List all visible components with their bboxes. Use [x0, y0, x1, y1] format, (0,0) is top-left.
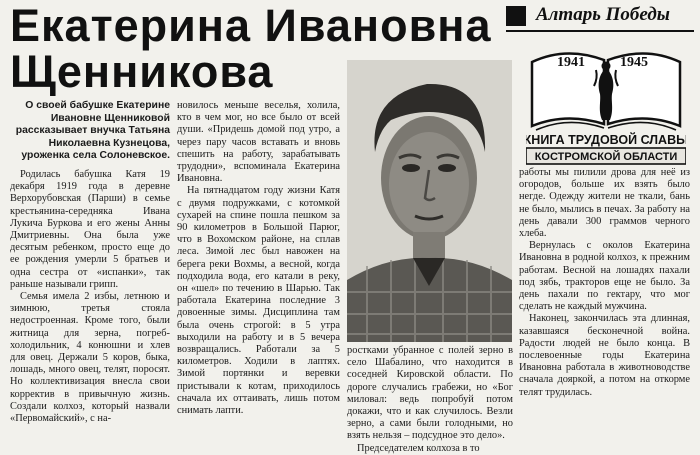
- article-lead: О своей бабушке Екатерине Ивановне Щенниковой рассказывает внучка Татьяна Николаевна Кузнецова, уроженка села Солоневское.: [15, 100, 170, 162]
- article-column-2: [177, 100, 340, 417]
- paragraph: Родилась бабушка Катя 19 декабря 1919 года в деревне Верхорубовская (Парши) в семье крестьянина-середняка Ивана Лукича Буркова и его жены Анны Дмитриевны. Она была уже десятым ребенком, просто еще до ее рождения умерли 5 братьев и одна сестра от «испанки», так раньше называли грипп.: [10, 168, 170, 290]
- rubric-square-icon: [506, 6, 526, 26]
- logo-year-left: 1941: [557, 55, 585, 70]
- rubric-divider: [506, 30, 694, 32]
- paragraph: Семья имела 2 избы, летнюю и зимнюю, третья стояла недостроенная. Кроме того, были житница для зерна, погреб-холодильник, 4 конюшни и хлев для овец. Держали 5 коров, быка, лошадь, много овец, телят, поросят. Но коллективизация внесла свои корректив в привычную жизнь. Создали колхоз, который назвали «Первомайский», с на-: [10, 291, 170, 425]
- article-column-4: [519, 167, 690, 399]
- paragraph: Вернулась с околов Екатерина Ивановна в родной колхоз, к прежним работам. Весной на лошадях пахали под зябь, тракторов еще не было. За день пахали по гектару, что мог сделать не каждый мужчина.: [519, 240, 690, 313]
- rubric-title: Алтарь Победы: [536, 4, 670, 25]
- paragraph: работы мы пилили дрова для неё из огородов, больше их взять было негде. Одежду жители не ткали, бань не было, мылись в печах. За работу на день давали 300 граммов черного хлеба.: [519, 167, 690, 240]
- logo-region: КОСТРОМСКОЙ ОБЛАСТИ: [534, 151, 678, 163]
- paragraph: Наконец, закончилась эта длинная, казавшаяся бесконечной война. Радости людей не было конца. В послевоенные годы Екатерина Ивановна работала в животноводстве сначала дояркой, а потом на откорме телят трудилась.: [519, 313, 690, 398]
- paragraph: На пятнадцатом году жизни Катя с двумя подружками, с котомкой сухарей на спине пошла пешком за 90 километров в Большой Парюг, что в Вохомском районе, на сплав леса. Зимой лес был навожен на берега реки Вохмы, а весной, когда подходила вода, его катали в реку, он «шел» по течению в Шарью. Так работала Екатерина последние 3 довоенные зимы. Дисциплина там была очень строгой: в 5 утра выходили на работу и в 5 вечера возвращались. Работали за 5 километров. Ходили в лаптях. Зимой портянки и веревки пристывали к котам, приходилось сначала их оттаивать, лишь потом снимать лапти.: [177, 185, 340, 417]
- article-column-3: [347, 345, 513, 455]
- portrait-photo: [347, 60, 512, 342]
- article-title-line2: Щенникова: [10, 46, 274, 97]
- rubric-header: [506, 4, 694, 30]
- portrait-elderly-woman-image: [347, 60, 512, 342]
- paragraph: новилось меньше веселья, холила, кто в чем мог, но все было от всей души. «Придешь домой под утро, а через пару часов вставать и вновь спешить на работу, зарабатывать трудодни», вспоминала Екатерина Ивановна.: [177, 100, 340, 185]
- logo-year-right: 1945: [620, 55, 648, 70]
- paragraph: Председателем колхоза в то: [357, 442, 480, 454]
- logo-book-title: КНИГА ТРУДОВОЙ СЛАВЫ: [526, 133, 686, 147]
- book-of-labor-glory-logo: [526, 40, 686, 166]
- article-column-1: [10, 100, 170, 425]
- paragraph: ростками убранное с полей зерно в село Шабалино, что находится в соседней Кировской области. По дороге случались грабежи, но «Бог миловал: ведь попробуй потом докажи, что и как случилось. Везли зерно, а сами были голодными, но взять нельзя – подсудное это дело».: [347, 345, 513, 442]
- open-book-icon: [526, 40, 686, 166]
- article-title-line1: Екатерина Ивановна: [10, 0, 492, 51]
